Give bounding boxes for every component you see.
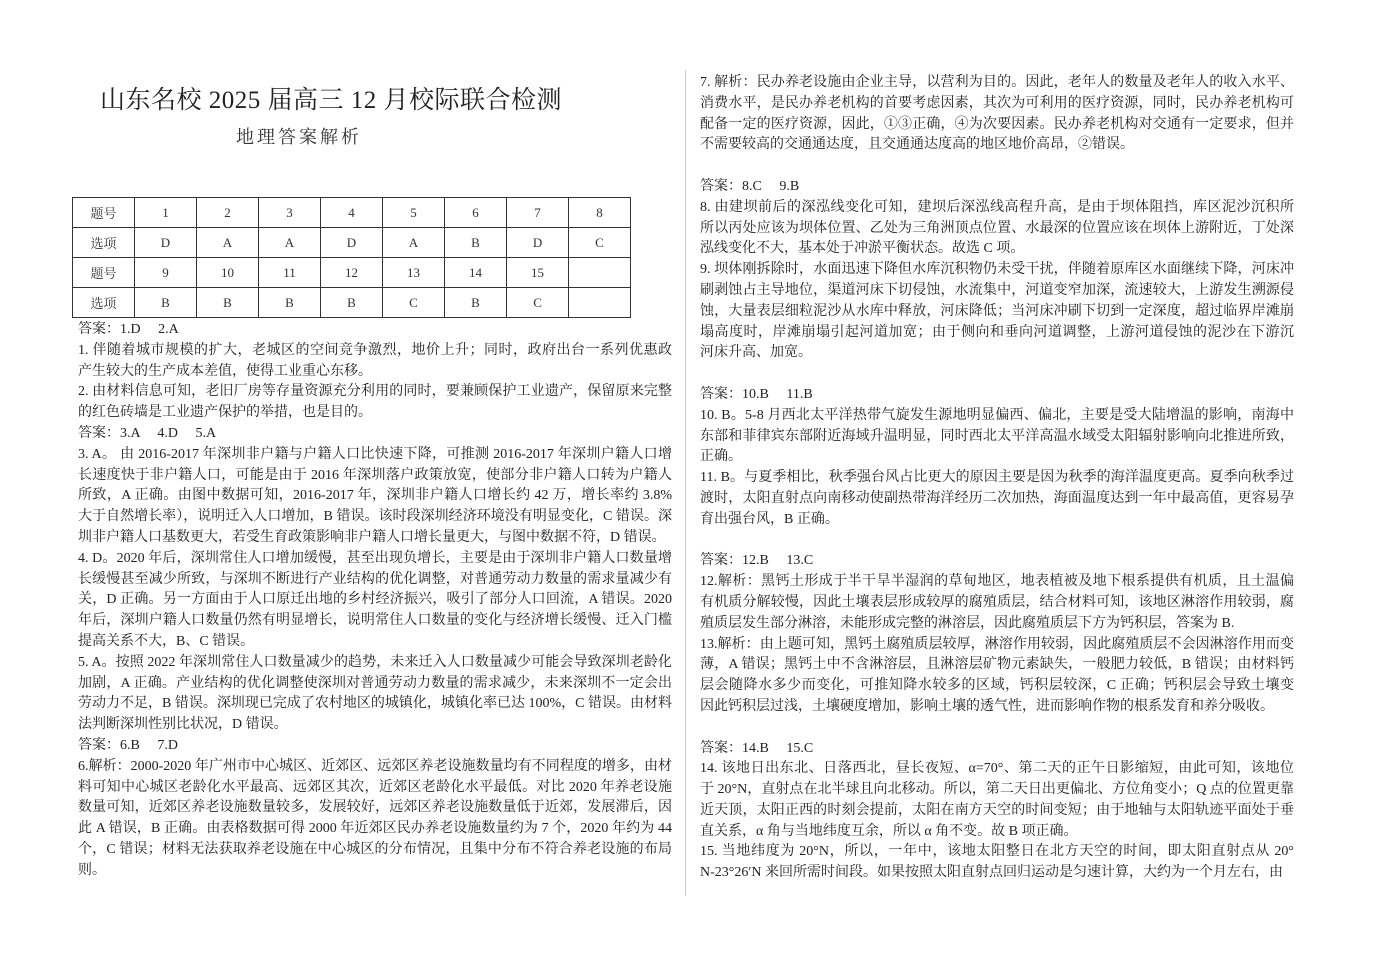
text-line: 刷剥蚀占主导地位，渠道河床下切侵蚀，水流集中，河道变窄加深，流速较大，上游发生溯源侵 — [700, 282, 1294, 298]
paragraph — [700, 842, 1294, 884]
blank-line — [700, 531, 1294, 552]
answer-table-row — [73, 228, 631, 258]
answer-cell: 8 — [569, 198, 631, 228]
answer-cell: 4 — [320, 198, 382, 228]
text-line — [700, 718, 1294, 739]
blank-line — [700, 156, 1294, 177]
text-line: 有机质分解较慢，因此土壤表层形成较厚的腐殖质层，结合材料可知，该地区淋溶作用较弱，腐 — [700, 594, 1294, 610]
text-line: 10. B。5-8 月西北太平洋热带气旋发生源地明显偏西、偏北，主要是受大陆增温的影响，南海中 — [700, 407, 1294, 423]
answer-cell: 10 — [196, 258, 258, 288]
paragraph — [78, 653, 672, 736]
answer-cell: B — [135, 288, 197, 318]
paragraph — [700, 73, 1294, 156]
left-column — [78, 320, 672, 882]
answer-cell: 1 — [135, 198, 197, 228]
paragraph — [78, 382, 672, 424]
text-line: 渡时，太阳直射点向南移动使副热带海洋经历二次加热，海面温度达到一年中最高值，更容易孕 — [700, 490, 1294, 506]
text-line: 答案：1.D 2.A — [78, 322, 179, 337]
answer-cell — [569, 288, 631, 318]
text-line: 答案：6.B 7.D — [78, 737, 178, 753]
text-line: 1. 伴随着城市规模的扩大，老城区的空间竞争激烈，地价上升；同时，政府出台一系列优惠政 — [78, 342, 672, 358]
paragraph — [78, 445, 672, 549]
text-line — [700, 364, 1294, 385]
text-line: 年后，深圳户籍人口数量仍然有明显增长，说明常住人口数量的变化与经济增长缓慢、迁入门槛 — [78, 613, 672, 629]
answer-table-row — [73, 258, 631, 288]
text-line: 所致，A 正确。由图中数据可知，2016-2017 年，深圳非户籍人口增长约 42 万，增长率约 3.8% — [78, 488, 672, 504]
text-line: 薄，A 错误；黑钙土中不含淋溶层，且淋溶层矿物元素缺失，一般肥力较低，B 错误；由材料钙 — [700, 657, 1294, 673]
row-header-cell: 选项 — [73, 288, 135, 318]
text-line: 长缓慢甚至减少所致，与深圳不断进行产业结构的优化调整，对普通劳动力数量的需求量减少有 — [78, 571, 672, 587]
text-line: 殖质层发生部分淋溶，未能形成完整的淋溶层，因此腐殖质层下方为钙积层，答案为 B. — [700, 615, 1235, 631]
paragraph — [78, 320, 672, 341]
column-divider — [685, 70, 686, 896]
text-line: 所以丙处应该为坝体位置、乙处为三角洲顶点位置、水最深的位置应该在坝体上游附近，丁处深 — [700, 220, 1294, 236]
blank-line — [700, 364, 1294, 385]
text-line: N-23°26′N 来回所需时间段。如果按照太阳直射点回归运动是匀速计算，大约为一个月左右，由 — [700, 865, 1284, 881]
blank-line — [700, 718, 1294, 739]
answer-cell: 5 — [382, 198, 444, 228]
answer-cell: A — [382, 228, 444, 258]
text-line: 答案：8.C 9.B — [700, 178, 800, 194]
answer-cell: 13 — [382, 258, 444, 288]
row-header-cell: 题号 — [73, 258, 135, 288]
text-line: 2. 由材料信息可知，老旧厂房等存量资源充分利用的同时，要兼顾保护工业遗产，保留原来完整 — [78, 384, 672, 400]
text-line: 东部和菲律宾东部附近海域升温明显，同时西北太平洋高温水域受太阳辐射影响向北推进所致， — [700, 428, 1294, 444]
text-line: 法判断深圳性别比状况，D 错误。 — [78, 717, 288, 733]
paragraph — [700, 406, 1294, 468]
paragraph — [700, 468, 1294, 530]
text-line: 答案：12.B 13.C — [700, 553, 814, 569]
text-line: 消费水平，是民办养老机构的首要考虑因素，其次为可利用的医疗资源，同时，民办养老机构可 — [700, 95, 1294, 111]
paragraph — [700, 198, 1294, 260]
answer-cell: 11 — [258, 258, 320, 288]
text-line: 配备一定的医疗资源，因此，①③正确，④为次要因素。民办养老机构对交通有一定要求，但并 — [700, 116, 1294, 132]
text-line: 不需要较高的交通通达度，且交通通达度高的地区地价高昂，②错误。 — [700, 137, 1134, 153]
document-subtitle: 地理答案解析 — [236, 127, 362, 147]
paragraph — [700, 177, 1294, 198]
paragraph — [700, 635, 1294, 718]
text-line: 产生较大的生产成本差值，使得工业重心东移。 — [78, 363, 372, 379]
answer-cell: C — [569, 228, 631, 258]
answer-cell: A — [258, 228, 320, 258]
text-line: 塌高度时，岸滩崩塌引起河道加宽；由于侧向和垂向河道调整，上游河道侵蚀的泥沙在下游沉 — [700, 324, 1294, 340]
paragraph — [700, 260, 1294, 364]
text-line: 直关系，α 角与当地纬度互余，所以 α 角不变。故 B 项正确。 — [700, 823, 1078, 839]
text-line: 蚀，大量表层细粒泥沙从水库中释放，河床降低；当河床冲刷下切到一定深度，超过临界岸滩崩 — [700, 303, 1294, 319]
text-line: 料可知中心城区老龄化水平最高、远郊区其次，近郊区老龄化水平最低。对比 2020 年养老设施 — [78, 779, 672, 795]
text-line: 答案：10.B 11.B — [700, 386, 813, 402]
text-line: 个，C 错误；材料无法获取养老设施在中心城区的分布情况，且集中分布不符合养老设施的布局 — [78, 841, 672, 857]
text-line — [700, 156, 1294, 177]
answer-cell: 2 — [196, 198, 258, 228]
answer-cell: D — [507, 228, 569, 258]
row-header-cell: 题号 — [73, 198, 135, 228]
paragraph — [700, 739, 1294, 760]
text-line: 8. 由建坝前后的深泓线变化可知，建坝后深泓线高程升高，是由于坝体阻挡，库区泥沙沉积所 — [700, 199, 1294, 215]
answer-cell: 14 — [445, 258, 507, 288]
paragraph — [78, 549, 672, 653]
answer-cell: 3 — [258, 198, 320, 228]
text-line: 大于自然增长率），说明迁入人口增加，B 错误。该时段深圳经济环境没有明显变化，C 错误。深 — [78, 509, 672, 525]
text-line: 育出强台风，B 正确。 — [700, 511, 839, 527]
paragraph — [78, 757, 672, 882]
text-line: 答案：3.A 4.D 5.A — [78, 425, 217, 441]
text-line: 加剧，A 正确。产业结构的优化调整使深圳对普通劳动力数量的需求减少，未来深圳不一定会出 — [78, 675, 672, 691]
text-line: 圳非户籍人口基数更大，若受生育政策影响非户籍人口增长量更大，与图中数据不符，D 错误。 — [78, 529, 666, 545]
text-line: 劳动力不足，B 错误。深圳现已完成了农村地区的城镇化，城镇化率已达 100%，C 错误。由材料 — [78, 696, 672, 712]
answer-cell: 6 — [445, 198, 507, 228]
answer-cell: C — [382, 288, 444, 318]
answer-cell: 9 — [135, 258, 197, 288]
text-line: 13.解析：由上题可知，黑钙土腐殖质层较厚，淋溶作用较弱，因此腐殖质层不会因淋溶作用而变 — [700, 636, 1294, 652]
text-line: 答案：14.B 15.C — [700, 740, 814, 756]
text-line: 泓线变化不大，基本处于冲淤平衡状态。故选 C 项。 — [700, 241, 1025, 257]
text-line: 12.解析：黑钙土形成于半干旱半湿润的草甸地区，地表植被及地下根系提供有机质，且土温偏 — [700, 574, 1294, 590]
text-line: 于 20°N，直射点在北半球且向北移动。所以，第二天日出更偏北、方位角变小；Q 点的位置更靠 — [700, 782, 1294, 798]
answer-table-row — [73, 288, 631, 318]
answer-cell: B — [196, 288, 258, 318]
answer-cell: D — [320, 228, 382, 258]
paragraph — [78, 341, 672, 383]
text-line: 数量可知，近郊区养老设施数量较多，发展较好，远郊区养老设施数量低于近郊，发展滞后，因 — [78, 800, 672, 816]
answer-cell: B — [445, 288, 507, 318]
text-line: 3. A。 由 2016-2017 年深圳非户籍与户籍人口比快速下降，可推测 2016-2017 年深圳户籍人口增 — [78, 446, 672, 462]
answer-cell: 15 — [507, 258, 569, 288]
text-line: 7. 解析：民办养老设施由企业主导，以营利为目的。因此，老年人的数量及老年人的收入水平、 — [700, 75, 1294, 90]
paragraph — [700, 572, 1294, 634]
text-line: 因此钙积层过浅，土壤硬度增加，影响土壤的透气性，进而影响作物的根系发育和养分吸收。 — [700, 698, 1274, 714]
paragraph — [700, 551, 1294, 572]
text-line: 的红色砖墙是工业遗产保护的举措，也是目的。 — [78, 405, 372, 421]
right-column — [700, 73, 1294, 884]
text-line: 正确。 — [700, 449, 742, 465]
answer-cell: D — [135, 228, 197, 258]
text-line: 长速度快于非户籍人口，可能是由于 2016 年深圳落户政策放宽，使部分非户籍人口转为户籍人 — [78, 467, 672, 483]
text-line: 5. A。按照 2022 年深圳常住人口数量减少的趋势，未来迁入人口数量减少可能会导致深圳老龄化 — [78, 654, 672, 670]
answer-cell — [569, 258, 631, 288]
text-line: 4. D。2020 年后，深圳常住人口增加缓慢，甚至出现负增长，主要是由于深圳非户籍人口数量增 — [78, 550, 672, 566]
text-line: 15. 当地纬度为 20°N，所以，一年中，该地太阳整日在北方天空的时间，即太阳直射点从 20° — [700, 844, 1294, 860]
paragraph — [700, 385, 1294, 406]
text-line: 9. 坝体刚拆除时，水面迅速下降但水库沉积物仍未受干扰，伴随着原库区水面继续下降，河床冲 — [700, 262, 1294, 278]
answer-table — [72, 197, 631, 318]
text-line: 则。 — [78, 862, 106, 878]
text-line: 14. 该地日出东北、日落西北，昼长夜短、α=70°、第二天的正午日影缩短，由此可知，该地位 — [700, 761, 1294, 777]
text-line: 层会随降水多少而变化，可推知降水较多的区域，钙积层较深，C 正确；钙积层会导致土壤变 — [700, 678, 1294, 694]
paragraph — [78, 424, 672, 445]
text-line: 此 A 错误，B 正确。由表格数据可得 2000 年近郊区民办养老设施数量约为 7 个，2020 年约为 44 — [78, 821, 672, 837]
text-line: 提高关系不大，B、C 错误。 — [78, 633, 255, 649]
text-line: 11. B。与夏季相比，秋季强台风占比更大的原因主要是因为秋季的海洋温度更高。夏季向秋季过 — [700, 470, 1294, 486]
answer-cell: 12 — [320, 258, 382, 288]
text-line: 河床升高、加宽。 — [700, 345, 812, 361]
text-line: 近天顶，太阳正西的时刻会提前，太阳在南方天空的时间变短；由于地轴与太阳轨迹平面处于垂 — [700, 802, 1294, 818]
row-header-cell: 选项 — [73, 228, 135, 258]
text-line: 6.解析：2000-2020 年广州市中心城区、近郊区、远郊区养老设施数量均有不同程度的增多，由材 — [78, 758, 672, 774]
answer-cell: B — [445, 228, 507, 258]
answer-cell: 7 — [507, 198, 569, 228]
paragraph — [700, 759, 1294, 842]
answer-cell: A — [196, 228, 258, 258]
text-line — [700, 531, 1294, 552]
text-line: 关，D 正确。另一方面由于人口原迁出地的乡村经济振兴，吸引了部分人口回流，A 错误。2020 — [78, 592, 672, 608]
answer-cell: C — [507, 288, 569, 318]
paragraph — [78, 736, 672, 757]
document-title: 山东名校 2025 届高三 12 月校际联合检测 — [100, 87, 563, 114]
answer-cell: B — [320, 288, 382, 318]
answer-cell: B — [258, 288, 320, 318]
answer-table-row — [73, 198, 631, 228]
